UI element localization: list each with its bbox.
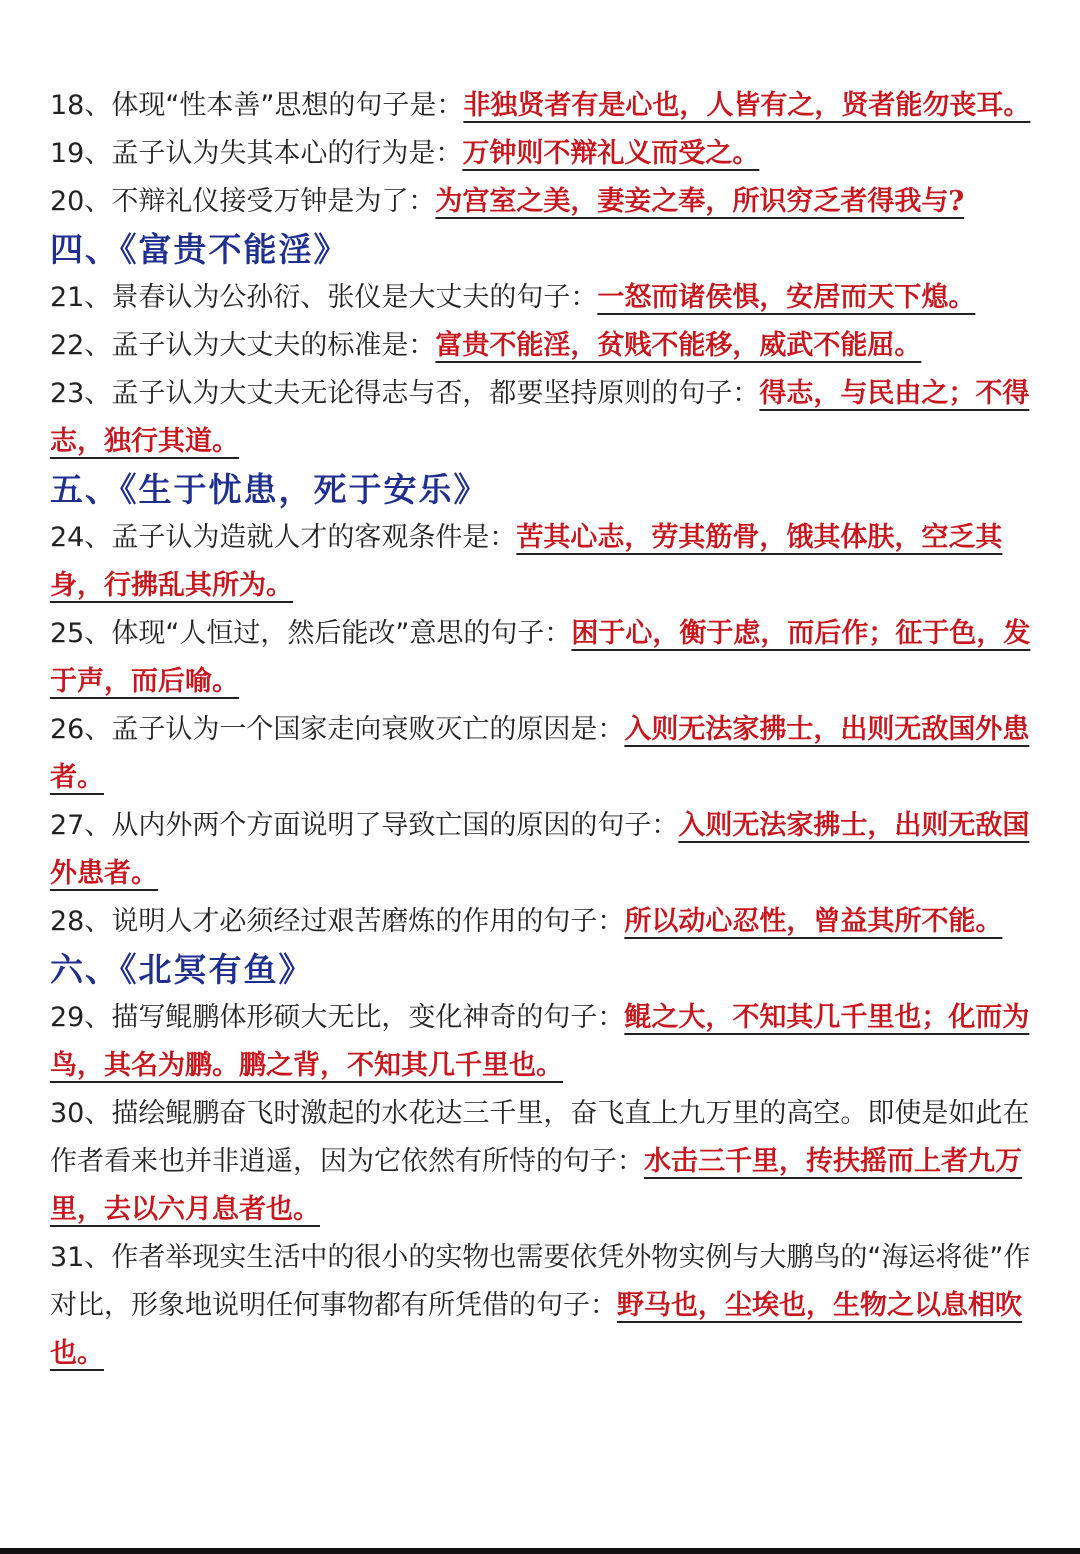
answer-text: 万钟则不辩礼义而受之。 [462, 138, 760, 169]
question-28 [50, 898, 1035, 946]
section-heading-4: 四、《富贵不能淫》 [50, 230, 349, 269]
answer-text: 入则无法家拂士，出则无敌国外患者。 [50, 810, 1030, 889]
question-text: 28、说明人才必须经过艰苦磨炼的作用的句子： [50, 906, 625, 937]
answer-text: 得志，与民由之；不得志，独行其道。 [50, 378, 1030, 457]
question-18 [50, 82, 1035, 130]
answer-text: 野马也，尘埃也，生物之以息相吹也。 [50, 1290, 1022, 1369]
answer-text: 富贵不能淫，贫贱不能移，威武不能屈。 [435, 330, 922, 361]
question-text: 18、体现“性本善”思想的句子是： [50, 90, 464, 121]
question-text: 21、景春认为公孙衍、张仪是大丈夫的句子： [50, 282, 598, 313]
question-text: 30、描绘鲲鹏奋飞时激起的水花达三千里，奋飞直上九万里的高空。即使是如此在作者看来也并非逍遥，因为它依然有所恃的句子： [50, 1098, 1030, 1177]
question-21 [50, 274, 1035, 322]
question-text: 27、从内外两个方面说明了导致亡国的原因的句子： [50, 810, 679, 841]
question-25 [50, 610, 1035, 706]
question-text: 23、孟子认为大丈夫无论得志与否，都要坚持原则的句子： [50, 378, 760, 409]
question-29 [50, 994, 1035, 1090]
question-27 [50, 802, 1035, 898]
answer-text: 所以动心忍性，曾益其所不能。 [624, 906, 1003, 937]
question-31 [50, 1234, 1035, 1378]
question-text: 20、不辩礼仪接受万钟是为了： [50, 186, 436, 217]
answer-text: 鲲之大，不知其几千里也；化而为鸟，其名为鹏。鹏之背，不知其几千里也。 [50, 1002, 1030, 1081]
question-19 [50, 130, 1035, 178]
question-text: 31、作者举现实生活中的很小的实物也需要依凭外物实例与大鹏鸟的“海运将徙”作对比，形象地说明任何事物都有所凭借的句子： [50, 1242, 1031, 1321]
section-heading-6: 六、《北冥有鱼》 [50, 950, 314, 989]
question-26 [50, 706, 1035, 802]
answer-text: 为宫室之美，妻妾之奉，所识穷乏者得我与? [435, 186, 965, 217]
question-30 [50, 1090, 1035, 1234]
answer-text: 非独贤者有是心也，人皆有之，贤者能勿丧耳。 [463, 90, 1031, 121]
document-page [50, 82, 1035, 1378]
answer-text: 入则无法家拂士，出则无敌国外患者。 [50, 714, 1030, 793]
question-text: 26、孟子认为一个国家走向衰败灭亡的原因是： [50, 714, 625, 745]
answer-text: 苦其心志，劳其筋骨，饿其体肤，空乏其身，行拂乱其所为。 [50, 522, 1003, 601]
question-23 [50, 370, 1035, 466]
question-22 [50, 322, 1035, 370]
question-text: 24、孟子认为造就人才的客观条件是： [50, 522, 517, 553]
question-20 [50, 178, 1035, 226]
answer-text: 困于心，衡于虑，而后作；征于色，发于声，而后喻。 [50, 618, 1031, 697]
answer-text: 水击三千里，抟扶摇而上者九万里，去以六月息者也。 [50, 1146, 1022, 1225]
bottom-edge-bar [0, 1548, 1080, 1554]
question-text: 19、孟子认为失其本心的行为是： [50, 138, 463, 169]
question-24 [50, 514, 1035, 610]
answer-text: 一怒而诸侯惧，安居而天下熄。 [597, 282, 976, 313]
question-text: 25、体现“人恒过，然后能改”意思的句子： [50, 618, 572, 649]
question-text: 29、描写鲲鹏体形硕大无比，变化神奇的句子： [50, 1002, 625, 1033]
section-heading-5: 五、《生于忧患，死于安乐》 [50, 470, 489, 509]
question-text: 22、孟子认为大丈夫的标准是： [50, 330, 436, 361]
